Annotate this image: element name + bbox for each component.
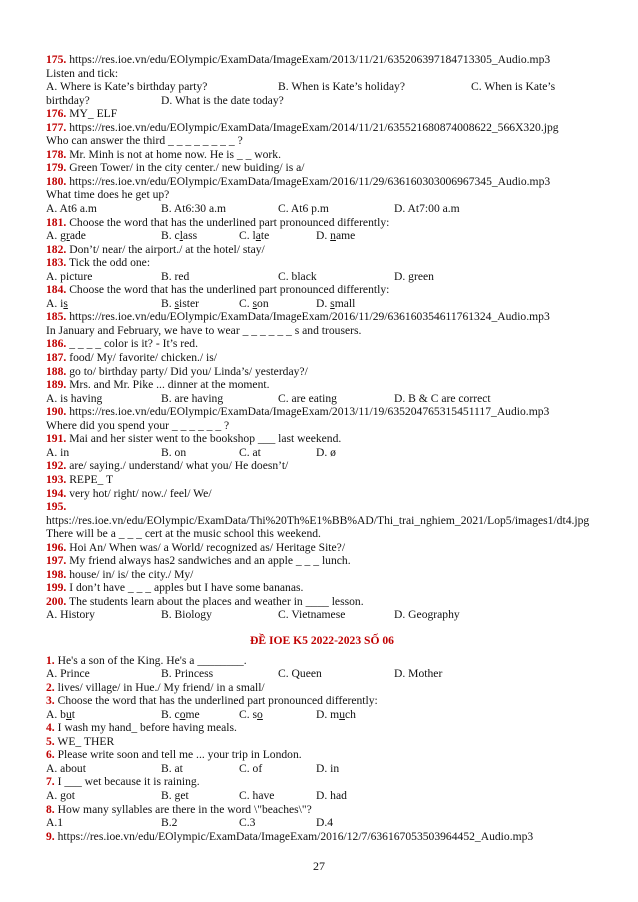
option[interactable]: B. get — [161, 788, 189, 802]
question-line — [46, 721, 598, 735]
question-number: 193. — [46, 472, 67, 486]
question-line — [46, 175, 598, 189]
question-number: 194. — [46, 486, 67, 500]
option[interactable]: C. Queen — [278, 667, 322, 681]
question-body — [46, 527, 598, 541]
option[interactable]: D. name — [316, 229, 356, 243]
option[interactable]: B. sister — [161, 296, 200, 310]
option[interactable]: D. in — [316, 761, 340, 775]
option[interactable]: C. son — [239, 296, 269, 310]
question-body — [46, 419, 598, 433]
question-number: 8. — [46, 802, 55, 816]
question-line — [46, 53, 598, 67]
body-text: Where did you spend your _ _ _ _ _ _ ? — [46, 418, 230, 432]
option[interactable]: C. When is Kate’s — [471, 80, 556, 94]
question-number: 190. — [46, 405, 67, 419]
answer-options — [46, 789, 598, 803]
question-line — [46, 216, 598, 230]
question-line — [46, 554, 598, 568]
question-text: I don’t have _ _ _ apples but I have some bananas. — [69, 581, 304, 595]
question-number: 6. — [46, 748, 55, 762]
question-line — [46, 568, 598, 582]
question-text: How many syllables are there in the word \"beaches\"? — [57, 802, 312, 816]
option[interactable]: D. ø — [316, 445, 336, 459]
question-line — [46, 365, 598, 379]
question-text: Choose the word that has the underlined part pronounced differently: — [69, 283, 390, 297]
question-number: 191. — [46, 432, 67, 446]
question-number: 188. — [46, 364, 67, 378]
question-number: 197. — [46, 554, 67, 568]
question-text: REPE_ T — [69, 472, 114, 486]
question-line — [46, 775, 598, 789]
question-text: MY_ ELF — [69, 107, 118, 121]
question-text: house/ in/ is/ the city./ My/ — [69, 567, 194, 581]
question-line — [46, 581, 598, 595]
answer-options — [46, 762, 598, 776]
question-line — [46, 500, 598, 514]
question-line — [46, 351, 598, 365]
answer-options — [46, 270, 598, 284]
question-text: WE_ THER — [57, 734, 115, 748]
question-line — [46, 337, 598, 351]
question-line — [46, 541, 598, 555]
option[interactable]: A. picture — [46, 269, 93, 283]
question-text: Green Tower/ in the city center./ new buiding/ is a/ — [69, 161, 305, 175]
answer-options — [46, 80, 598, 94]
question-number: 181. — [46, 215, 67, 229]
option[interactable]: A. History — [46, 608, 95, 622]
option[interactable]: D. much — [316, 707, 356, 721]
page-number: 27 — [313, 859, 325, 873]
question-text: Hoi An/ When was/ a World/ recognized as/ Heritage Site?/ — [69, 540, 346, 554]
question-body — [46, 67, 598, 81]
option[interactable]: B. on — [161, 445, 187, 459]
question-text: _ _ _ _ color is it? - It’s red. — [69, 337, 198, 351]
option[interactable]: B. When is Kate’s holiday? — [278, 80, 405, 94]
option[interactable]: B. Biology — [161, 608, 212, 622]
question-text: Mai and her sister went to the bookshop ___ last weekend. — [69, 432, 342, 446]
option[interactable]: A. about — [46, 761, 86, 775]
question-list-a — [46, 53, 598, 622]
question-text: are/ saying./ understand/ what you/ He doesn’t/ — [69, 459, 289, 473]
answer-options — [46, 708, 598, 722]
question-text: food/ My/ favorite/ chicken./ is/ — [69, 351, 217, 365]
question-number: 7. — [46, 775, 55, 789]
question-body — [46, 324, 598, 338]
option[interactable]: C.3 — [239, 816, 256, 830]
option[interactable]: B. are having — [161, 391, 224, 405]
question-number: 182. — [46, 242, 67, 256]
question-number: 9. — [46, 829, 55, 843]
question-number: 195. — [46, 500, 67, 514]
option[interactable]: B. come — [161, 707, 200, 721]
question-text: lives/ village/ in Hue./ My friend/ in a small/ — [57, 680, 265, 694]
question-number: 179. — [46, 161, 67, 175]
option[interactable]: A. At6 a.m — [46, 202, 97, 216]
option[interactable]: D. At7:00 a.m — [394, 202, 460, 216]
answer-options — [46, 202, 598, 216]
question-text: Mr. Minh is not at home now. He is _ _ work. — [69, 147, 281, 161]
question-line — [46, 803, 598, 817]
question-number: 183. — [46, 256, 67, 270]
option[interactable]: B. red — [161, 269, 190, 283]
option[interactable]: D. small — [316, 296, 356, 310]
question-line — [46, 748, 598, 762]
question-line — [46, 432, 598, 446]
question-number: 198. — [46, 567, 67, 581]
question-number: 2. — [46, 680, 55, 694]
question-line — [46, 487, 598, 501]
option[interactable]: D. Mother — [394, 667, 443, 681]
option[interactable]: A. Where is Kate’s birthday party? — [46, 80, 208, 94]
option[interactable]: B. at — [161, 761, 183, 775]
option[interactable]: A. grade — [46, 229, 86, 243]
question-line — [46, 459, 598, 473]
option[interactable]: D. had — [316, 788, 347, 802]
question-text: go to/ birthday party/ Did you/ Linda’s/ yesterday?/ — [69, 364, 308, 378]
option[interactable]: D. B & C are correct — [394, 391, 491, 405]
question-number: 186. — [46, 337, 67, 351]
option[interactable]: A. got — [46, 788, 75, 802]
question-number: 3. — [46, 694, 55, 708]
question-text: I wash my hand_ before having meals. — [57, 721, 237, 735]
question-line — [46, 121, 598, 135]
answer-options — [46, 446, 598, 460]
question-line — [46, 243, 598, 257]
option[interactable]: D.4 — [316, 816, 334, 830]
question-line — [46, 256, 598, 270]
question-number: 200. — [46, 594, 67, 608]
answer-options — [46, 608, 598, 622]
question-body — [46, 188, 598, 202]
option[interactable]: D. What is the date today? — [161, 93, 284, 107]
option[interactable]: C. have — [239, 788, 275, 802]
option[interactable]: C. Vietnamese — [278, 608, 346, 622]
option[interactable]: A. Prince — [46, 667, 90, 681]
question-number: 5. — [46, 734, 55, 748]
question-text: https://res.ioe.vn/edu/EOlympic/ExamData/ImageExam/2016/12/7/636167053503964452_Audio.mp3 — [57, 829, 534, 843]
question-text: https://res.ioe.vn/edu/EOlympic/ExamData/ImageExam/2013/11/19/635204765315451117_Audio.mp3 — [69, 405, 550, 419]
question-text: Mrs. and Mr. Pike ... dinner at the moment. — [69, 378, 270, 392]
option[interactable]: B. At6:30 a.m — [161, 202, 227, 216]
body-text: Listen and tick: — [46, 66, 119, 80]
question-line — [46, 694, 598, 708]
question-line — [46, 148, 598, 162]
question-line — [46, 473, 598, 487]
question-line — [46, 830, 598, 844]
question-text: I ___ wet because it is raining. — [57, 775, 200, 789]
question-number: 185. — [46, 310, 67, 324]
option[interactable]: A. in — [46, 445, 70, 459]
question-number: 177. — [46, 120, 67, 134]
question-text: https://res.ioe.vn/edu/EOlympic/ExamData/ImageExam/2016/11/29/636160354611761324_Audio.mp3 — [69, 310, 550, 324]
url-text: https://res.ioe.vn/edu/EOlympic/ExamData/Thi%20Th%E1%BB%AD/Thi_trai_nghiem_2021/Lop5/images1/dt4.jpg — [46, 513, 590, 527]
question-text: https://res.ioe.vn/edu/EOlympic/ExamData/ImageExam/2016/11/29/636160303006967345_Audio.mp3 — [69, 174, 551, 188]
answer-options — [46, 667, 598, 681]
question-number: 178. — [46, 147, 67, 161]
option[interactable]: B. class — [161, 229, 198, 243]
option[interactable]: C. late — [239, 229, 270, 243]
question-line — [46, 161, 598, 175]
answer-options — [46, 816, 598, 830]
option[interactable]: C. black — [278, 269, 317, 283]
question-number: 4. — [46, 721, 55, 735]
question-text: He's a son of the King. He's a ________. — [57, 653, 247, 667]
question-number: 176. — [46, 107, 67, 121]
option[interactable]: C. At6 p.m — [278, 202, 329, 216]
question-line — [46, 283, 598, 297]
question-line — [46, 681, 598, 695]
option[interactable]: C. so — [239, 707, 263, 721]
question-number: 199. — [46, 581, 67, 595]
option[interactable]: A. but — [46, 707, 75, 721]
question-text: My friend always has2 sandwiches and an apple _ _ _ lunch. — [69, 554, 351, 568]
question-text: https://res.ioe.vn/edu/EOlympic/ExamData/ImageExam/2014/11/21/635521680874008622_566X320.jpg — [69, 120, 559, 134]
body-text: In January and February, we have to wear _ _ _ _ _ _ s and trousers. — [46, 323, 362, 337]
question-number: 196. — [46, 540, 67, 554]
question-line — [46, 405, 598, 419]
question-line — [46, 310, 598, 324]
question-body — [46, 94, 598, 108]
question-number: 175. — [46, 53, 67, 66]
option[interactable]: C. of — [239, 761, 263, 775]
question-number: 1. — [46, 653, 55, 667]
question-line — [46, 107, 598, 121]
document-body — [46, 53, 598, 843]
question-line — [46, 654, 598, 668]
question-text: Choose the word that has the underlined part pronounced differently: — [69, 215, 390, 229]
question-number: 189. — [46, 378, 67, 392]
option[interactable]: C. at — [239, 445, 261, 459]
question-text: Please write soon and tell me ... your trip in London. — [57, 748, 302, 762]
question-text: Don’t/ near/ the airport./ at the hotel/ stay/ — [69, 242, 265, 256]
question-line — [46, 735, 598, 749]
question-text: https://res.ioe.vn/edu/EOlympic/ExamData/ImageExam/2013/11/21/635206397184713305_Audio.mp3 — [69, 53, 551, 66]
question-text: Choose the word that has the underlined part pronounced differently: — [57, 694, 378, 708]
option[interactable]: A. is — [46, 296, 68, 310]
answer-options — [46, 297, 598, 311]
option[interactable]: B.2 — [161, 816, 178, 830]
body-text: Who can answer the third _ _ _ _ _ _ _ _ ? — [46, 134, 243, 148]
question-number: 180. — [46, 174, 67, 188]
question-line — [46, 378, 598, 392]
answer-options — [46, 392, 598, 406]
option[interactable]: A. is having — [46, 391, 103, 405]
body-text: There will be a _ _ _ cert at the music school this weekend. — [46, 527, 321, 541]
question-line — [46, 595, 598, 609]
question-number: 187. — [46, 351, 67, 365]
option[interactable]: D. green — [394, 269, 434, 283]
body-text: What time does he get up? — [46, 188, 170, 202]
answer-options — [46, 229, 598, 243]
option[interactable]: D. Geography — [394, 608, 460, 622]
question-text: Tick the odd one: — [69, 256, 151, 270]
question-number: 184. — [46, 283, 67, 297]
section-title: ĐỀ IOE K5 2022-2023 SỐ 06 — [250, 633, 394, 647]
question-body — [46, 134, 598, 148]
option[interactable]: C. are eating — [278, 391, 337, 405]
question-number: 192. — [46, 459, 67, 473]
option[interactable]: B. Princess — [161, 667, 214, 681]
question-text: The students learn about the places and weather in ____ lesson. — [69, 594, 364, 608]
option[interactable]: A.1 — [46, 816, 64, 830]
body-text: birthday? — [46, 93, 90, 107]
question-list-b — [46, 654, 598, 844]
question-text: very hot/ right/ now./ feel/ We/ — [69, 486, 212, 500]
